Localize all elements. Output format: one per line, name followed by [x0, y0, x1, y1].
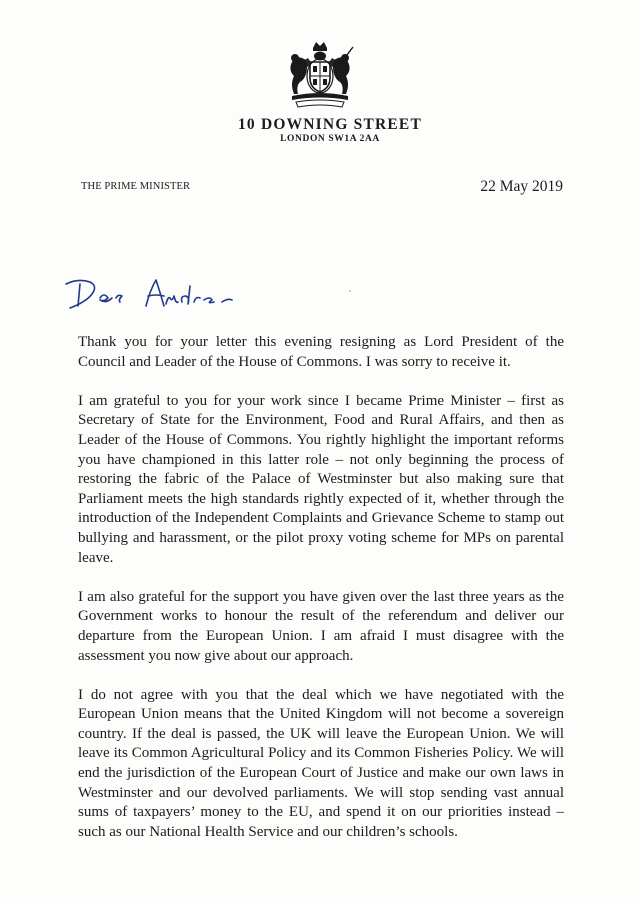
paper-speck	[349, 290, 351, 292]
paragraph-3: I am also grateful for the support you have given over the last three years as the Government works to honour the result of the referendum and deliver our departure from the European Union. I am afraid I must disagree with the assessment you now give about our approach.	[78, 588, 564, 664]
paragraph-1: Thank you for your letter this evening resigning as Lord President of the Council and Leader of the House of Commons. I was sorry to receive it.	[78, 334, 564, 370]
letter-body	[78, 333, 564, 862]
paragraph-4: I do not agree with you that the deal which we have negotiated with the European Union means that the United Kingdom will not become a sovereign country. If the deal is passed, the UK will leave the European Union. We will leave its Common Agricultural Policy and its Common Fisheries Policy. We will end the jurisdiction of the European Court of Justice and make our own laws in Westminster and our devolved parliaments. We will stop sending vast annual sums of taxpayers’ money to the EU, and spend it on our priorities instead – such as our National Health Service and our children’s schools.	[78, 686, 564, 840]
royal-coat-of-arms-icon	[278, 40, 362, 110]
sender-title: THE PRIME MINISTER	[81, 181, 191, 192]
handwritten-salutation	[60, 268, 250, 320]
letterhead-address-street: 10 DOWNING STREET	[237, 116, 423, 133]
letterhead-address-postcode: LONDON SW1A 2AA	[280, 134, 380, 144]
paragraph-2: I am grateful to you for your work since I became Prime Minister – first as Secretary of State for the Environment, Food and Rural Affairs, and then as Leader of the House of Commons. You rightly highlight the important reforms you have championed in this latter role – not only beginning the process of restoring the fabric of the Palace of Westminster but also making sure that Parliament meets the high standards rightly expected of it, whether through the introduction of the Independent Complaints and Grievance Scheme to stamp out bullying and harassment, or the pilot proxy voting scheme for MPs on parental leave.	[78, 392, 564, 566]
handwriting-icon	[60, 268, 250, 320]
letter-date: 22 May 2019	[480, 178, 563, 195]
